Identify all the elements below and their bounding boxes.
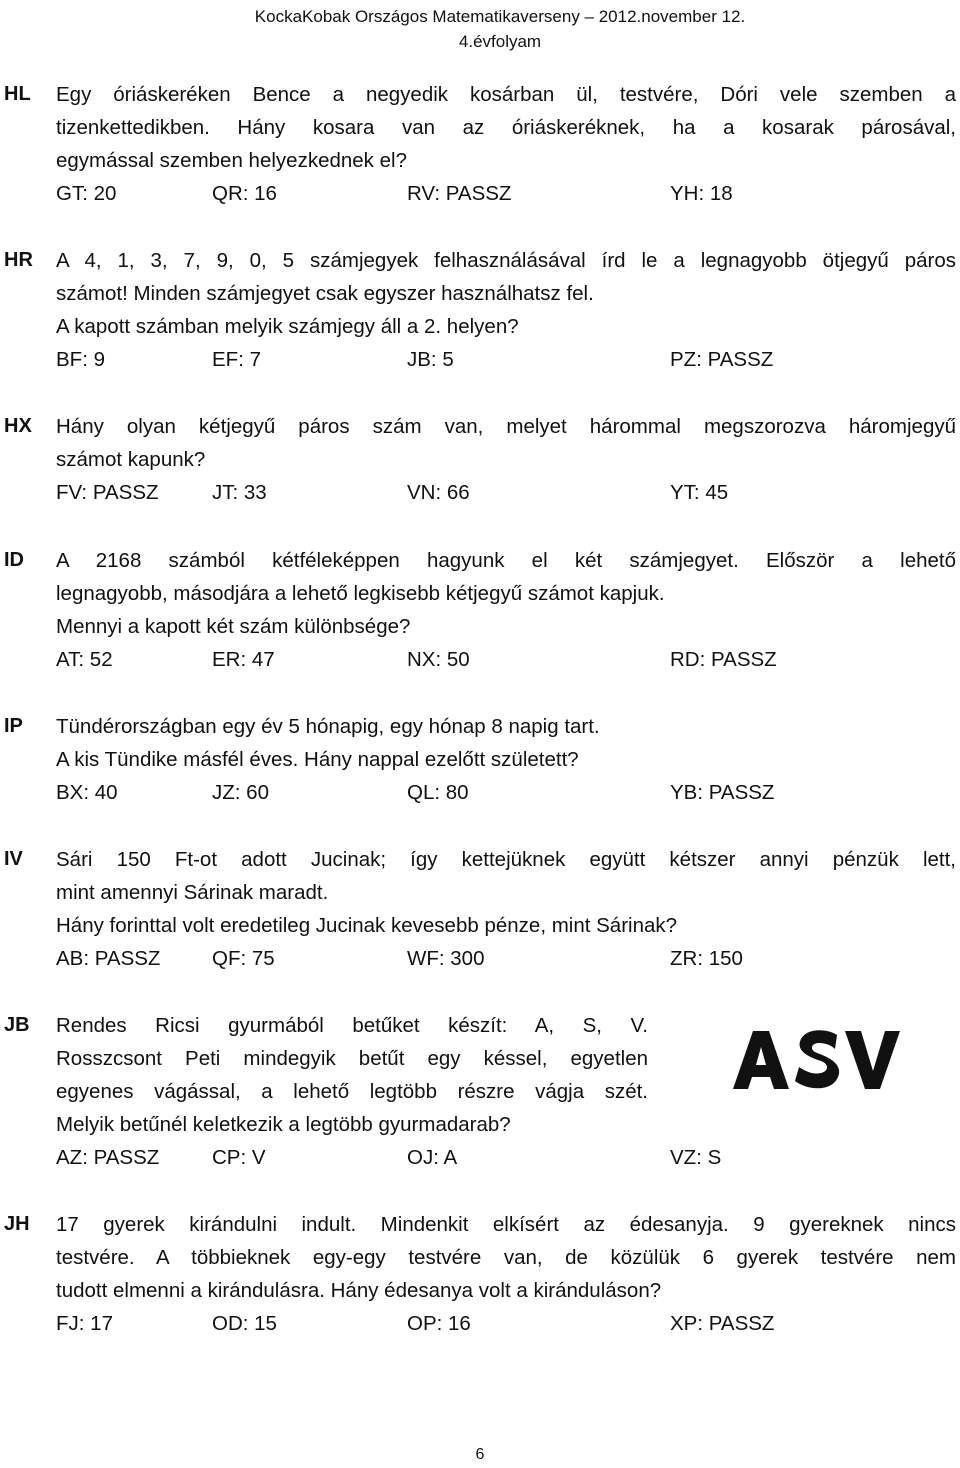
problem-line: egymással szemben helyezkednek el?	[56, 149, 407, 172]
problem-text	[56, 843, 956, 942]
answer-option: ZR: 150	[670, 947, 743, 970]
asv-letters-figure	[733, 1027, 901, 1096]
problem-text	[56, 78, 956, 177]
answer-option: ER: 47	[212, 648, 275, 671]
problem-line: egyenes vágással, a lehető legtöbb részre vágja szét.	[56, 1080, 648, 1103]
answer-options	[56, 643, 956, 676]
problem-id: ID	[4, 549, 24, 571]
answer-option: RV: PASSZ	[407, 182, 512, 205]
problem-text	[56, 544, 956, 643]
problem-text	[56, 1208, 956, 1307]
problem-line: 17 gyerek kirándulni indult. Mindenkit elkísért az édesanyja. 9 gyereknek nincs	[56, 1213, 956, 1236]
problem-line: A 4, 1, 3, 7, 9, 0, 5 számjegyek felhasználásával írd le a legnagyobb ötjegyű páros	[56, 249, 956, 272]
header-title: KockaKobak Országos Matematikaverseny – 2012.november 12.	[254, 7, 746, 26]
answer-options	[56, 177, 956, 210]
answer-options	[56, 343, 956, 376]
problem-line: Tündérországban egy év 5 hónapig, egy hónap 8 napig tart.	[56, 715, 600, 738]
answer-option: WF: 300	[407, 947, 485, 970]
problem-line: számot! Minden számjegyet csak egyszer használhatsz fel.	[56, 282, 594, 305]
asv-letters-image	[733, 1027, 901, 1091]
answer-option: PZ: PASSZ	[670, 348, 774, 371]
answer-option: AT: 52	[56, 648, 113, 671]
answer-option: BX: 40	[56, 781, 118, 804]
answer-option: NX: 50	[407, 648, 470, 671]
answer-option: QF: 75	[212, 947, 275, 970]
answer-option: QL: 80	[407, 781, 469, 804]
problem-line: Melyik betűnél keletkezik a legtöbb gyurmadarab?	[56, 1113, 511, 1136]
problem-line: Egy óriáskeréken Bence a negyedik kosárban ül, testvére, Dóri vele szemben a	[56, 83, 956, 106]
answer-options	[56, 942, 956, 975]
page-header	[0, 4, 960, 54]
answer-option: OP: 16	[407, 1312, 471, 1335]
problem-line: Sári 150 Ft-ot adott Jucinak; így kettejüknek együtt kétszer annyi pénzük lett,	[56, 848, 956, 871]
answer-option: FJ: 17	[56, 1312, 113, 1335]
problem-line: Rendes Ricsi gyurmából betűket készít: A, S, V.	[56, 1014, 648, 1037]
answer-option: QR: 16	[212, 182, 277, 205]
answer-option: BF: 9	[56, 348, 105, 371]
answer-option: YB: PASSZ	[670, 781, 775, 804]
answer-option: OJ: A	[407, 1146, 458, 1169]
answer-option: AZ: PASSZ	[56, 1146, 160, 1169]
problem-id: IV	[4, 848, 23, 870]
answer-options	[56, 476, 956, 509]
problem-id: HR	[4, 249, 33, 271]
answer-option: OD: 15	[212, 1312, 277, 1335]
problem-id: JH	[4, 1213, 30, 1235]
answer-option: FV: PASSZ	[56, 481, 159, 504]
answer-option: YT: 45	[670, 481, 729, 504]
answer-options	[56, 1307, 956, 1340]
problem-line: Rosszcsont Peti mindegyik betűt egy késsel, egyetlen	[56, 1047, 648, 1070]
problem-line: A kapott számban melyik számjegy áll a 2. helyen?	[56, 315, 519, 338]
answer-option: EF: 7	[212, 348, 261, 371]
problem-line: számot kapunk?	[56, 448, 206, 471]
answer-option: AB: PASSZ	[56, 947, 161, 970]
problem-line: A kis Tündike másfél éves. Hány nappal ezelőtt született?	[56, 748, 579, 771]
problem-id: JB	[4, 1014, 30, 1036]
problem-text	[56, 244, 956, 343]
answer-option: YH: 18	[670, 182, 733, 205]
problem-line: tudott elmenni a kirándulásra. Hány édesanya volt a kiránduláson?	[56, 1279, 662, 1302]
answer-options	[56, 1141, 956, 1174]
answer-option: VZ: S	[670, 1146, 722, 1169]
problem-line: tizenkettedikben. Hány kosara van az óriáskeréknek, ha a kosarak párosával,	[56, 116, 956, 139]
problem-id: IP	[4, 715, 23, 737]
answer-option: JZ: 60	[212, 781, 269, 804]
answer-option: XP: PASSZ	[670, 1312, 775, 1335]
problem-text	[56, 410, 956, 476]
answer-option: GT: 20	[56, 182, 117, 205]
problem-line: Hány olyan kétjegyű páros szám van, melyet hárommal megszorozva háromjegyű	[56, 415, 956, 438]
problem-text	[56, 1009, 648, 1141]
answer-option: VN: 66	[407, 481, 470, 504]
problem-line: legnagyobb, másodjára a lehető legkisebb kétjegyű számot kapjuk.	[56, 582, 665, 605]
problem-id: HL	[4, 83, 31, 105]
problem-line: A 2168 számból kétféleképpen hagyunk el két számjegyet. Először a lehető	[56, 549, 956, 572]
header-grade: 4.évfolyam	[458, 32, 542, 51]
answer-options	[56, 776, 956, 809]
page-number: 6	[475, 1446, 485, 1463]
problem-id: HX	[4, 415, 32, 437]
answer-option: CP: V	[212, 1146, 266, 1169]
problem-line: Mennyi a kapott két szám különbsége?	[56, 615, 411, 638]
answer-option: JT: 33	[212, 481, 267, 504]
problem-text	[56, 710, 956, 776]
problem-line: testvére. A többieknek egy-egy testvére van, de közülük 6 gyerek testvére nem	[56, 1246, 956, 1269]
answer-option: JB: 5	[407, 348, 454, 371]
problem-line: Hány forinttal volt eredetileg Jucinak kevesebb pénze, mint Sárinak?	[56, 914, 678, 937]
problem-line: mint amennyi Sárinak maradt.	[56, 881, 329, 904]
answer-option: RD: PASSZ	[670, 648, 777, 671]
